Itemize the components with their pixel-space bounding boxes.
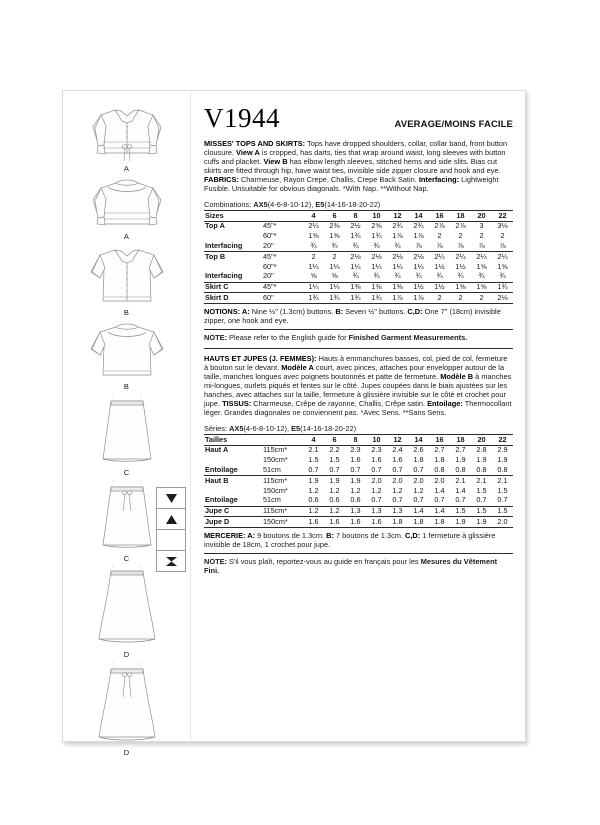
yardage-cell: 1¼	[324, 282, 345, 293]
figure-label: B	[123, 382, 130, 391]
yardage-cell: 2.2	[324, 445, 345, 455]
table-row	[204, 445, 513, 455]
yardage-cell: 1⅝	[471, 282, 492, 293]
english-note: NOTE: Please refer to the English guide for Finished Garment Measurements.	[204, 329, 513, 342]
figure-label: C	[123, 554, 130, 563]
size-col: 22	[492, 435, 513, 446]
yardage-cell: 0.8	[476, 464, 487, 474]
table-row	[204, 241, 513, 251]
yardage-cell: 1.6	[303, 517, 324, 528]
english-notions: NOTIONS: A: Nine ½" (1.3cm) buttons. B: Seven ½" buttons. C,D: One 7" (18cm) invisible zipper, one hook and eye.	[204, 306, 501, 325]
yardage-cell: 1.6	[366, 517, 387, 528]
yardage-cell: 0.7	[371, 464, 382, 474]
yardage-cell: 1¼	[371, 261, 382, 271]
yardage-cell: 1.2	[413, 485, 424, 495]
midi-bias-skirt-front-sketch	[75, 391, 179, 467]
yardage-metric-body	[204, 445, 513, 527]
yardage-cell: 2¼	[450, 252, 471, 262]
yardage-cell: 2½	[345, 221, 366, 231]
yardage-cell: 2.0	[387, 476, 408, 486]
yardage-cell: ⅞	[415, 241, 422, 250]
figure-label: D	[123, 650, 130, 659]
yardage-table-imperial	[204, 210, 513, 304]
header-row	[204, 105, 513, 132]
fabric-width: 60"*	[263, 231, 277, 241]
yardage-cell: 2	[437, 231, 442, 241]
table-head	[204, 211, 513, 222]
yardage-cell: ⅝	[331, 271, 338, 281]
cropped-shirt-front-sketch	[75, 101, 179, 163]
yardage-cell: ¾	[373, 241, 380, 250]
yardage-cell: 2⅛	[387, 252, 408, 262]
yardage-cell: 1.9	[450, 517, 471, 528]
cropped-shirt-back-sketch	[75, 173, 179, 231]
row-label: Skirt D	[204, 293, 263, 304]
fabric-width: 51cm	[263, 495, 281, 505]
fabric-width-header	[263, 211, 303, 222]
yardage-cell: 1.5	[492, 506, 513, 517]
fabric-width-header	[263, 435, 303, 446]
table-row	[204, 517, 513, 528]
size-col: 6	[324, 211, 345, 222]
yardage-cell: 1.6	[324, 517, 345, 528]
size-col: 4	[303, 435, 324, 446]
yardage-cell: 2.0	[408, 476, 429, 486]
pattern-envelope-back-panel	[62, 90, 526, 757]
fabric-width: 45"*	[263, 221, 303, 231]
row-label: Haut A	[204, 445, 263, 455]
size-col: 22	[492, 211, 513, 222]
size-header-label: Sizes	[204, 211, 263, 222]
yardage-cell: 0.7	[350, 464, 361, 474]
yardage-cell: 2¼	[471, 252, 492, 262]
yardage-cell: ¾	[352, 241, 359, 250]
yardage-cell: 1⅜	[345, 282, 366, 293]
french-combinations: Séries: AX5(4-6-8-10-12), E5(14-16-18-20-22)	[204, 423, 357, 433]
yardage-cell: 0.7	[497, 495, 508, 505]
size-col: 18	[450, 435, 471, 446]
yardage-cell: 2	[324, 252, 345, 262]
row-label: Entoilage	[205, 464, 238, 474]
fabric-width: 45"*	[263, 282, 303, 293]
fabric-width: 20"	[263, 241, 274, 250]
yardage-cell: 2	[500, 231, 505, 241]
yardage-cell: 1½	[434, 261, 445, 271]
yardage-cell: 2.0	[492, 517, 513, 528]
yardage-cell: 1.9	[455, 455, 466, 465]
table-row	[204, 262, 513, 272]
yardage-cell: 2¼	[429, 252, 450, 262]
yardage-cell: ¾	[436, 271, 443, 281]
yardage-cell: 1⅝	[450, 282, 471, 293]
yardage-cell: 1.8	[387, 517, 408, 528]
yardage-cell: 1¼	[413, 261, 424, 271]
yardage-cell: ¾	[499, 271, 506, 281]
french-description: HAUTS ET JUPES (J. FEMMES): Hauts à emmanchures basses, col, pied de col, fermeture à bouton sur le devant. Modèle A court, avec pinces, attaches pour envelopper autour de la taille, manches longues avec poignets boutonnés et patte de fermeture. Modèle B à manches mi-longues, ourlets piqués et fentes sur le côté. Jupes coupées dans le biais ajustées sur les hanches, avec attaches sur la taille, fermeture à glissière invisible sur le côté et crochet pour jupe. TISSUS: Charmeuse, Crêpe de rayonne, Challis, Crêpe satin. Entoilage: Thermocollant léger. Grandes diagonales ne conviennent pas. *Avec Sens. **Sans Sens.	[204, 353, 512, 418]
yardage-cell: 1.3	[387, 506, 408, 517]
row-label	[204, 456, 263, 466]
fabric-width: 150cm*	[263, 485, 288, 495]
row-label	[204, 232, 263, 242]
yardage-cell: 1.2	[350, 485, 361, 495]
yardage-cell: 0.7	[308, 464, 319, 474]
yardage-cell: 2	[471, 293, 492, 304]
row-label: Skirt C	[204, 282, 263, 293]
yardage-cell: 1.8	[434, 455, 445, 465]
yardage-cell: ⅞	[436, 241, 443, 250]
yardage-cell: 2⅝	[366, 221, 387, 231]
yardage-cell: 2.3	[366, 445, 387, 455]
table-row	[204, 272, 513, 282]
figure-c-front	[73, 391, 181, 477]
triangle-down-icon	[157, 488, 185, 509]
yardage-cell: 1¾	[324, 293, 345, 304]
yardage-cell: 0.6	[350, 495, 361, 505]
page-title: V1944	[204, 103, 280, 133]
yardage-cell: 2⅛	[408, 252, 429, 262]
english-description: MISSES' TOPS AND SKIRTS: Tops have dropped shoulders, collar, collar band, front button clousure. View A is cropped, has darts, ties that wrap around waist, long sleeves with button cuffs and placket. View B has elbow length sleeves, stitched hems and side slits. Bias cut skirts are fitted through hip, have waist ties, invisible side zipper closure and hook and eye. FABRICS: Charmeuse, Rayon Crepe, Challis, Crepe Back Satin. Interfacing: Lightweight Fusible. Unsuitable for obvious diagonals. *With Nap. **Without Nap.	[204, 139, 508, 194]
difficulty-label: AVERAGE/MOINS FACILE	[394, 119, 513, 130]
size-col: 14	[408, 435, 429, 446]
yardage-cell: 2¾	[387, 221, 408, 231]
yardage-cell: 0.7	[413, 464, 424, 474]
yardage-cell: 1.3	[366, 506, 387, 517]
yardage-cell: 1.9	[497, 455, 508, 465]
yardage-cell: 1.2	[308, 485, 319, 495]
row-label: Top B	[204, 252, 263, 262]
fabric-width: 60"*	[263, 261, 277, 271]
yardage-cell: 1.6	[345, 517, 366, 528]
yardage-cell: 1.5	[308, 455, 319, 465]
table-row	[204, 496, 513, 506]
yardage-cell: ⅞	[499, 241, 506, 250]
yardage-cell: 1.9	[324, 476, 345, 486]
size-col: 16	[429, 211, 450, 222]
yardage-cell: 1⅞	[408, 293, 429, 304]
yardage-cell: ¾	[310, 241, 317, 250]
yardage-cell: 1½	[429, 282, 450, 293]
yardage-cell: 2⅞	[450, 221, 471, 231]
fabric-width: 150cm*	[263, 455, 288, 465]
yardage-cell: 2¾	[408, 221, 429, 231]
yardage-cell: 2.0	[429, 476, 450, 486]
fabric-width: 20"	[263, 271, 274, 281]
figure-label: D	[123, 748, 130, 757]
table-row	[204, 232, 513, 242]
fabric-width: 45"*	[263, 252, 303, 262]
size-col: 14	[408, 211, 429, 222]
size-col: 8	[345, 435, 366, 446]
figure-label: A	[123, 164, 130, 173]
yardage-cell: ¾	[457, 271, 464, 281]
row-label: Top A	[204, 221, 263, 231]
figure-a-back	[73, 173, 181, 241]
yardage-cell: 1⅝	[329, 231, 340, 241]
yardage-cell: 1¼	[392, 261, 403, 271]
yardage-cell: 1.5	[450, 506, 471, 517]
yardage-cell: ⅞	[478, 241, 485, 250]
fabric-width: 51cm	[263, 464, 281, 474]
fabric-width: 60"	[263, 293, 303, 304]
figure-label: B	[123, 308, 130, 317]
yardage-cell: 1.5	[497, 485, 508, 495]
yardage-cell: 2.7	[450, 445, 471, 455]
size-col: 4	[303, 211, 324, 222]
triangle-up-icon	[157, 509, 185, 530]
yardage-cell: 1¼	[350, 261, 361, 271]
yardage-cell: 2.1	[303, 445, 324, 455]
long-bias-skirt-back-sketch	[75, 659, 179, 747]
yardage-cell: ⅝	[310, 271, 317, 281]
table-header-row	[204, 435, 513, 446]
yardage-imperial-body	[204, 221, 513, 303]
yardage-cell: 2.6	[408, 445, 429, 455]
fabric-width: 115cm*	[263, 445, 303, 455]
fabric-width: 150cm*	[263, 517, 303, 528]
yardage-cell: 2.8	[471, 445, 492, 455]
yardage-cell: 1⅝	[476, 261, 487, 271]
french-notions: MERCERIE: A: 9 boutons de 1.3cm. B: 7 boutons de 1.3cm. C,D: 1 fermeture à glissière invisible de 18cm, 1 crochet pour jupe.	[204, 530, 496, 549]
yardage-cell: ¾	[394, 271, 401, 281]
yardage-cell: 2⅞	[429, 221, 450, 231]
yardage-cell: 0.7	[371, 495, 382, 505]
yardage-cell: 0.7	[329, 464, 340, 474]
yardage-cell: 1.9	[471, 517, 492, 528]
yardage-cell: 2.1	[471, 476, 492, 486]
fabric-width: 115cm*	[263, 506, 303, 517]
table-head	[204, 435, 513, 446]
figure-d-back	[73, 659, 181, 757]
yardage-cell: 1⅜	[366, 282, 387, 293]
yardage-cell: 1.5	[471, 506, 492, 517]
yardage-cell: 2.1	[492, 476, 513, 486]
yardage-cell: 2⅛	[345, 252, 366, 262]
yardage-cell: ⅞	[457, 241, 464, 250]
yardage-cell: 1.2	[329, 485, 340, 495]
yardage-cell: 1.4	[434, 485, 445, 495]
yardage-cell: 2	[450, 293, 471, 304]
yardage-cell: 0.8	[455, 464, 466, 474]
size-col: 8	[345, 211, 366, 222]
yardage-cell: 1.5	[476, 485, 487, 495]
yardage-cell: 1.2	[303, 506, 324, 517]
size-col: 18	[450, 211, 471, 222]
yardage-cell: 2⅛	[366, 252, 387, 262]
yardage-cell: 1⅜	[387, 282, 408, 293]
yardage-cell: 1½	[455, 261, 466, 271]
long-bias-skirt-front-sketch	[75, 561, 179, 649]
yardage-cell: 1.3	[345, 506, 366, 517]
row-label: Jupe D	[204, 517, 263, 528]
yardage-cell: 0.7	[413, 495, 424, 505]
yardage-cell: 2.4	[387, 445, 408, 455]
yardage-cell: 2.7	[429, 445, 450, 455]
yardage-cell: 1¾	[366, 293, 387, 304]
yardage-cell: 2.1	[450, 476, 471, 486]
yardage-cell: 1½	[408, 282, 429, 293]
yardage-cell: 0.8	[434, 464, 445, 474]
yardage-cell: 1.2	[324, 506, 345, 517]
english-combinations: Combinations: AX5(4-6-8-10-12), E5(14-16-18-20-22)	[204, 199, 381, 209]
figure-label: C	[123, 468, 130, 477]
yardage-cell: 0.6	[308, 495, 319, 505]
yardage-cell: 1⅝	[308, 231, 319, 241]
yardage-cell: 2⅛	[492, 293, 513, 304]
hourglass-icon	[157, 551, 185, 571]
yardage-cell: 2⅜	[324, 221, 345, 231]
figure-d-front	[73, 561, 181, 659]
yardage-cell: 0.7	[434, 495, 445, 505]
yardage-cell: 2	[303, 252, 324, 262]
body-shape-icon-legend	[156, 487, 186, 572]
yardage-cell: 1.8	[429, 517, 450, 528]
yardage-cell: 3	[471, 221, 492, 231]
size-col: 12	[387, 435, 408, 446]
figure-label: A	[123, 232, 130, 241]
yardage-cell: 1⅝	[497, 261, 508, 271]
yardage-cell: 0.8	[497, 464, 508, 474]
size-header-label: Tailles	[204, 435, 263, 446]
size-col: 20	[471, 211, 492, 222]
yardage-cell: 1.2	[392, 485, 403, 495]
figure-b-front	[73, 241, 181, 317]
yardage-cell: 2	[458, 231, 463, 241]
french-note: NOTE: S'il vous plaît, reportez-vous au guide en français pour les Mesures du Vêtement Fini.	[204, 553, 513, 575]
short-sleeve-shirt-back-sketch	[75, 317, 179, 381]
yardage-cell: ¾	[331, 241, 338, 250]
yardage-cell: 1.5	[329, 455, 340, 465]
short-sleeve-shirt-front-sketch	[75, 241, 179, 307]
size-col: 10	[366, 435, 387, 446]
yardage-cell: 1.2	[371, 485, 382, 495]
yardage-cell: 1¾	[303, 293, 324, 304]
row-label: Entoilage	[205, 495, 238, 505]
yardage-cell: 0.7	[455, 495, 466, 505]
table-header-row	[204, 211, 513, 222]
illustration-column	[63, 91, 191, 757]
yardage-cell: 3⅛	[492, 221, 513, 231]
yardage-cell: 1.8	[413, 455, 424, 465]
yardage-cell: 1.9	[476, 455, 487, 465]
yardage-cell: 1.8	[408, 517, 429, 528]
yardage-cell: 1⅞	[387, 293, 408, 304]
yardage-cell: 2¼	[303, 221, 324, 231]
table-row	[204, 506, 513, 517]
yardage-cell: 0.7	[392, 464, 403, 474]
yardage-cell: 2.0	[366, 476, 387, 486]
yardage-cell: 1⅞	[413, 231, 424, 241]
size-col: 20	[471, 435, 492, 446]
yardage-cell: 1¼	[329, 261, 340, 271]
size-col: 10	[366, 211, 387, 222]
yardage-cell: 1.4	[429, 506, 450, 517]
row-label	[204, 486, 263, 496]
yardage-cell: 0.7	[476, 495, 487, 505]
yardage-cell: 1¼	[303, 282, 324, 293]
yardage-cell: 2.3	[345, 445, 366, 455]
table-row	[204, 456, 513, 466]
yardage-cell: ¾	[415, 271, 422, 281]
size-col: 12	[387, 211, 408, 222]
row-label: Interfacing	[205, 241, 243, 250]
yardage-cell: 1.9	[345, 476, 366, 486]
table-row	[204, 476, 513, 486]
rectangle-blank-icon	[157, 530, 185, 551]
size-col: 16	[429, 435, 450, 446]
yardage-cell: 1¾	[345, 293, 366, 304]
yardage-cell: ¾	[394, 241, 401, 250]
yardage-cell: 2.9	[492, 445, 513, 455]
row-label	[204, 262, 263, 272]
yardage-cell: 1.6	[350, 455, 361, 465]
table-row	[204, 221, 513, 231]
row-label: Haut B	[204, 476, 263, 486]
yardage-cell: 1¾	[371, 231, 382, 241]
yardage-cell: 1¾	[492, 282, 513, 293]
yardage-cell: 0.7	[392, 495, 403, 505]
yardage-cell: 1.4	[408, 506, 429, 517]
fabric-width: 115cm*	[263, 476, 303, 486]
text-column	[191, 91, 525, 741]
table-row	[204, 486, 513, 496]
yardage-cell: 0.6	[329, 495, 340, 505]
table-row	[204, 282, 513, 293]
table-row	[204, 293, 513, 304]
yardage-cell: 2	[429, 293, 450, 304]
yardage-cell: 1⅞	[392, 231, 403, 241]
yardage-cell: 2	[479, 231, 484, 241]
yardage-cell: 1.9	[303, 476, 324, 486]
size-col: 6	[324, 435, 345, 446]
yardage-cell: 1¼	[308, 261, 319, 271]
yardage-cell: ¾	[373, 271, 380, 281]
figure-a-front	[73, 101, 181, 173]
yardage-cell: 2¼	[492, 252, 513, 262]
yardage-table-metric	[204, 434, 513, 528]
row-label: Jupe C	[204, 506, 263, 517]
figure-b-back	[73, 317, 181, 391]
yardage-cell: ¾	[478, 271, 485, 281]
yardage-cell: 1.4	[455, 485, 466, 495]
yardage-cell: 1.6	[371, 455, 382, 465]
table-row	[204, 465, 513, 475]
yardage-cell: 1.6	[392, 455, 403, 465]
table-row	[204, 252, 513, 262]
yardage-cell: 1¾	[350, 231, 361, 241]
yardage-cell: ¾	[352, 271, 359, 281]
section-divider	[204, 348, 513, 349]
row-label: Interfacing	[205, 271, 243, 281]
